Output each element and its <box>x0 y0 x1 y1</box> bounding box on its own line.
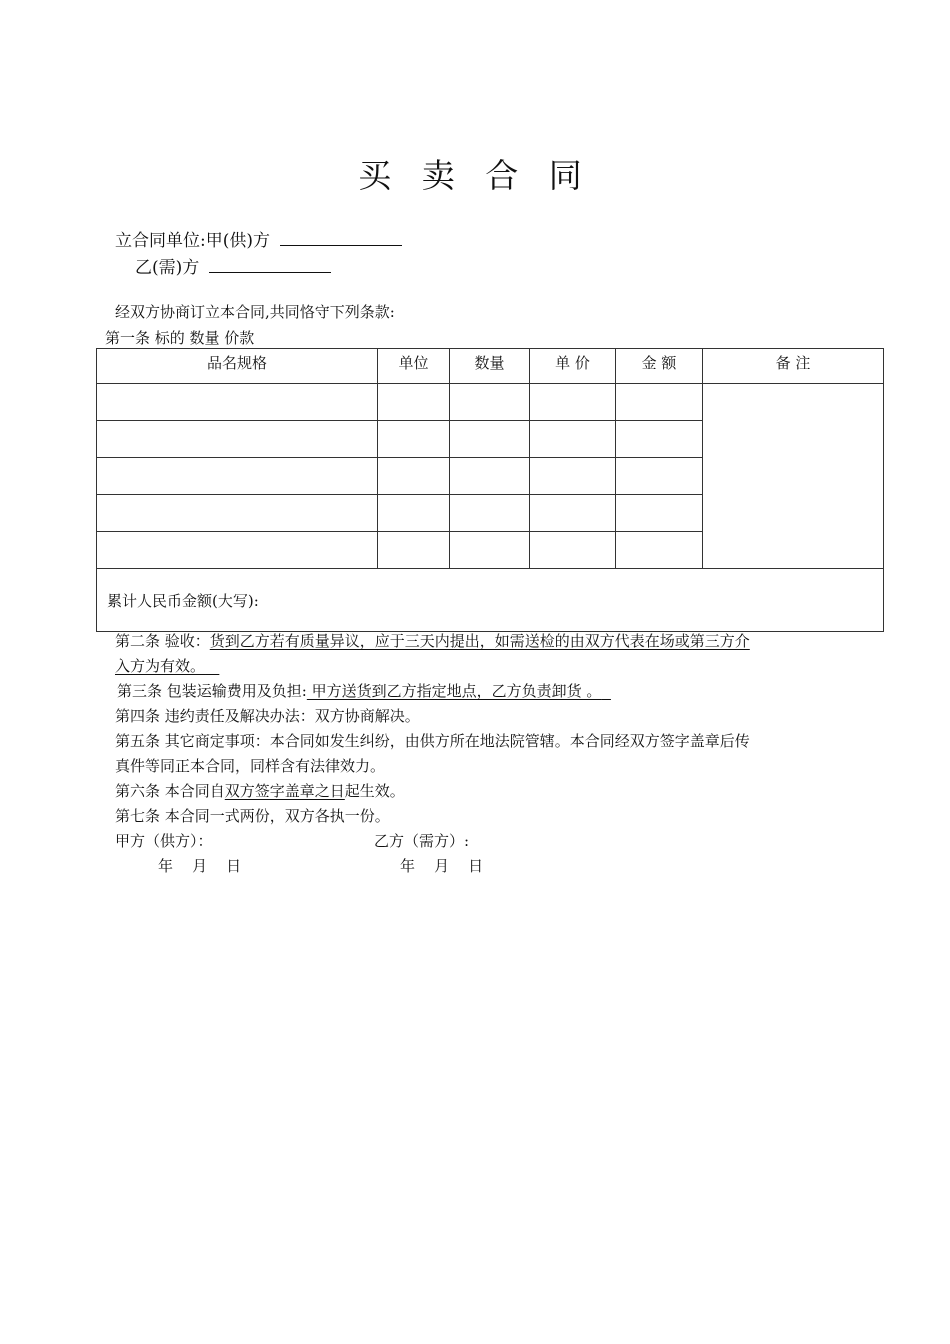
article-2-line-2 <box>115 655 219 676</box>
table-cell[interactable] <box>616 458 703 495</box>
total-amount-cell[interactable]: 累计人民币金额(大写): <box>97 569 884 632</box>
table-cell[interactable] <box>530 532 616 569</box>
party-b-date: 年 月 日 <box>400 857 484 875</box>
article-3 <box>117 680 611 701</box>
table-cell[interactable] <box>378 495 450 532</box>
table-cell[interactable] <box>530 495 616 532</box>
table-cell[interactable] <box>378 421 450 458</box>
table-cell[interactable] <box>450 495 530 532</box>
table-cell[interactable] <box>378 458 450 495</box>
remarks-cell[interactable] <box>703 384 884 569</box>
table-cell[interactable] <box>97 495 378 532</box>
table-cell[interactable] <box>97 458 378 495</box>
table-cell[interactable] <box>616 421 703 458</box>
total-row <box>97 569 884 632</box>
header-cell: 数量 <box>450 349 530 384</box>
table-cell[interactable] <box>450 532 530 569</box>
article-3-label: 第三条 包装运输费用及负担: <box>117 682 307 700</box>
table-header-row <box>97 349 884 384</box>
underline-tail <box>601 682 611 700</box>
party-a-signature: 甲方（供方）： <box>115 832 213 850</box>
article-6-underlined: 双方签字盖章之日 <box>224 782 345 800</box>
article-5-line-1: 第五条 其它商定事项：本合同如发生纠纷，由供方所在地法院管辖。本合同经双方签字盖章后传 <box>115 732 750 750</box>
table-cell[interactable] <box>530 421 616 458</box>
header-cell: 备 注 <box>703 349 884 384</box>
table-cell[interactable] <box>450 458 530 495</box>
party-a-date: 年 月 日 <box>158 857 242 875</box>
party-b-blank[interactable] <box>209 256 331 273</box>
intro-text: 经双方协商订立本合同,共同恪守下列条款: <box>115 303 395 321</box>
header-cell: 品名规格 <box>97 349 378 384</box>
article-6 <box>115 780 405 801</box>
party-b-signature: 乙方（需方）: <box>374 832 470 850</box>
goods-table <box>96 348 884 632</box>
table-cell[interactable] <box>97 421 378 458</box>
header-cell: 金 额 <box>616 349 703 384</box>
article-5-line-2: 真件等同正本合同，同样含有法律效力。 <box>115 757 386 775</box>
article-2-text: 货到乙方若有质量异议，应于三天内提出，如需送检的由双方代表在场或第三方介 <box>209 632 750 650</box>
table-cell[interactable] <box>450 421 530 458</box>
article-2-line-1 <box>115 630 750 651</box>
underline-tail <box>205 657 219 675</box>
article-4: 第四条 违约责任及解决办法：双方协商解决。 <box>115 707 420 725</box>
article-3-text: 甲方送货到乙方指定地点，乙方负责卸货 。 <box>306 682 602 700</box>
header-cell: 单位 <box>378 349 450 384</box>
table-cell[interactable] <box>97 532 378 569</box>
header-cell: 单 价 <box>530 349 616 384</box>
table-cell[interactable] <box>378 532 450 569</box>
article-1: 第一条 标的 数量 价款 <box>105 329 255 347</box>
party-b-label: 乙(需)方 <box>135 258 200 278</box>
table-cell[interactable] <box>616 532 703 569</box>
table-row <box>97 384 884 421</box>
table-cell[interactable] <box>616 384 703 421</box>
document-title: 买 卖 合 同 <box>358 156 592 195</box>
table-cell[interactable] <box>378 384 450 421</box>
table-cell[interactable] <box>450 384 530 421</box>
article-2-text-cont: 入方为有效。 <box>115 657 206 675</box>
article-6-post: 起生效。 <box>344 782 405 800</box>
party-a-label: 立合同单位:甲(供)方 <box>115 231 270 251</box>
table-cell[interactable] <box>97 384 378 421</box>
party-a-blank[interactable] <box>280 229 402 246</box>
party-b-line <box>135 253 331 278</box>
table-cell[interactable] <box>530 384 616 421</box>
table-cell[interactable] <box>616 495 703 532</box>
article-7: 第七条 本合同一式两份，双方各执一份。 <box>115 807 390 825</box>
article-6-pre: 第六条 本合同自 <box>115 782 225 800</box>
table-cell[interactable] <box>530 458 616 495</box>
party-a-line <box>115 226 402 251</box>
article-2-label: 第二条 验收： <box>115 632 210 650</box>
